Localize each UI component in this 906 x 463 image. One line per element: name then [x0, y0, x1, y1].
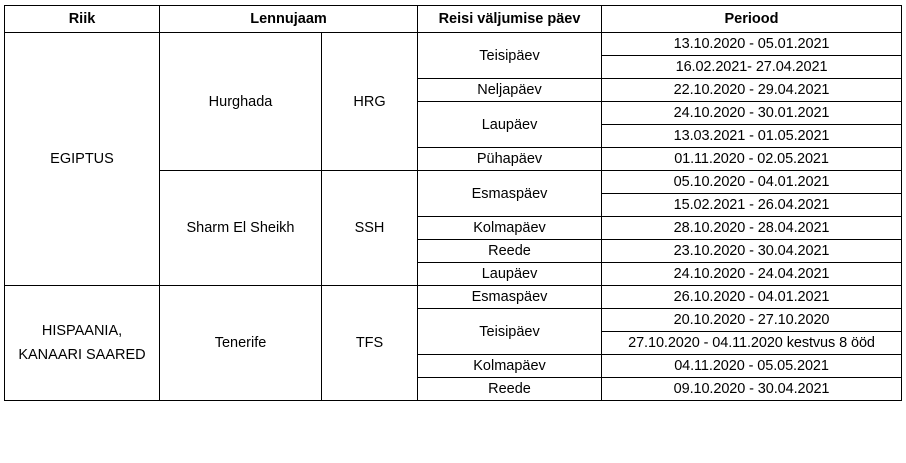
- period-cell: 23.10.2020 - 30.04.2021: [602, 240, 902, 263]
- departure-day-cell: Esmaspäev: [418, 171, 602, 217]
- country-name-line: HISPAANIA,: [41, 323, 123, 339]
- country-name-line: KANAARI SAARED: [18, 347, 146, 363]
- country-cell: [5, 33, 160, 286]
- period-cell: 01.11.2020 - 02.05.2021: [602, 148, 902, 171]
- airport-code-cell: SSH: [322, 171, 418, 286]
- airport-code-cell: TFS: [322, 286, 418, 401]
- country-name-line: EGIPTUS: [50, 151, 114, 167]
- departure-day-cell: Teisipäev: [418, 309, 602, 355]
- departure-day-cell: Esmaspäev: [418, 286, 602, 309]
- departure-day-cell: Reede: [418, 378, 602, 401]
- period-cell: 22.10.2020 - 29.04.2021: [602, 79, 902, 102]
- departure-day-cell: Pühapäev: [418, 148, 602, 171]
- header-country: Riik: [5, 6, 160, 33]
- country-cell: [5, 286, 160, 401]
- period-cell: 24.10.2020 - 24.04.2021: [602, 263, 902, 286]
- header-period: Periood: [602, 6, 902, 33]
- header-airport: Lennujaam: [160, 6, 418, 33]
- airport-code-cell: HRG: [322, 33, 418, 171]
- header-row: [5, 6, 902, 33]
- airport-name-cell: Tenerife: [160, 286, 322, 401]
- departure-day-cell: Kolmapäev: [418, 355, 602, 378]
- departure-day-cell: Laupäev: [418, 263, 602, 286]
- period-cell: 04.11.2020 - 05.05.2021: [602, 355, 902, 378]
- period-cell: 20.10.2020 - 27.10.2020: [602, 309, 902, 332]
- table-row: [5, 33, 902, 56]
- period-cell: 13.03.2021 - 01.05.2021: [602, 125, 902, 148]
- period-cell: 24.10.2020 - 30.01.2021: [602, 102, 902, 125]
- period-cell: 05.10.2020 - 04.01.2021: [602, 171, 902, 194]
- departure-day-cell: Neljapäev: [418, 79, 602, 102]
- period-cell: 13.10.2020 - 05.01.2021: [602, 33, 902, 56]
- period-cell: 15.02.2021 - 26.04.2021: [602, 194, 902, 217]
- airport-name-cell: Hurghada: [160, 33, 322, 171]
- flight-schedule-table: [4, 5, 902, 401]
- departure-day-cell: Reede: [418, 240, 602, 263]
- airport-name-cell: Sharm El Sheikh: [160, 171, 322, 286]
- schedule-body: [5, 33, 902, 401]
- header-departure-day: Reisi väljumise päev: [418, 6, 602, 33]
- departure-day-cell: Teisipäev: [418, 33, 602, 79]
- period-cell: 16.02.2021- 27.04.2021: [602, 56, 902, 79]
- period-cell: 09.10.2020 - 30.04.2021: [602, 378, 902, 401]
- departure-day-cell: Kolmapäev: [418, 217, 602, 240]
- period-cell: 27.10.2020 - 04.11.2020 kestvus 8 ööd: [602, 332, 902, 355]
- period-cell: 28.10.2020 - 28.04.2021: [602, 217, 902, 240]
- period-cell: 26.10.2020 - 04.01.2021: [602, 286, 902, 309]
- departure-day-cell: Laupäev: [418, 102, 602, 148]
- table-row: [5, 286, 902, 309]
